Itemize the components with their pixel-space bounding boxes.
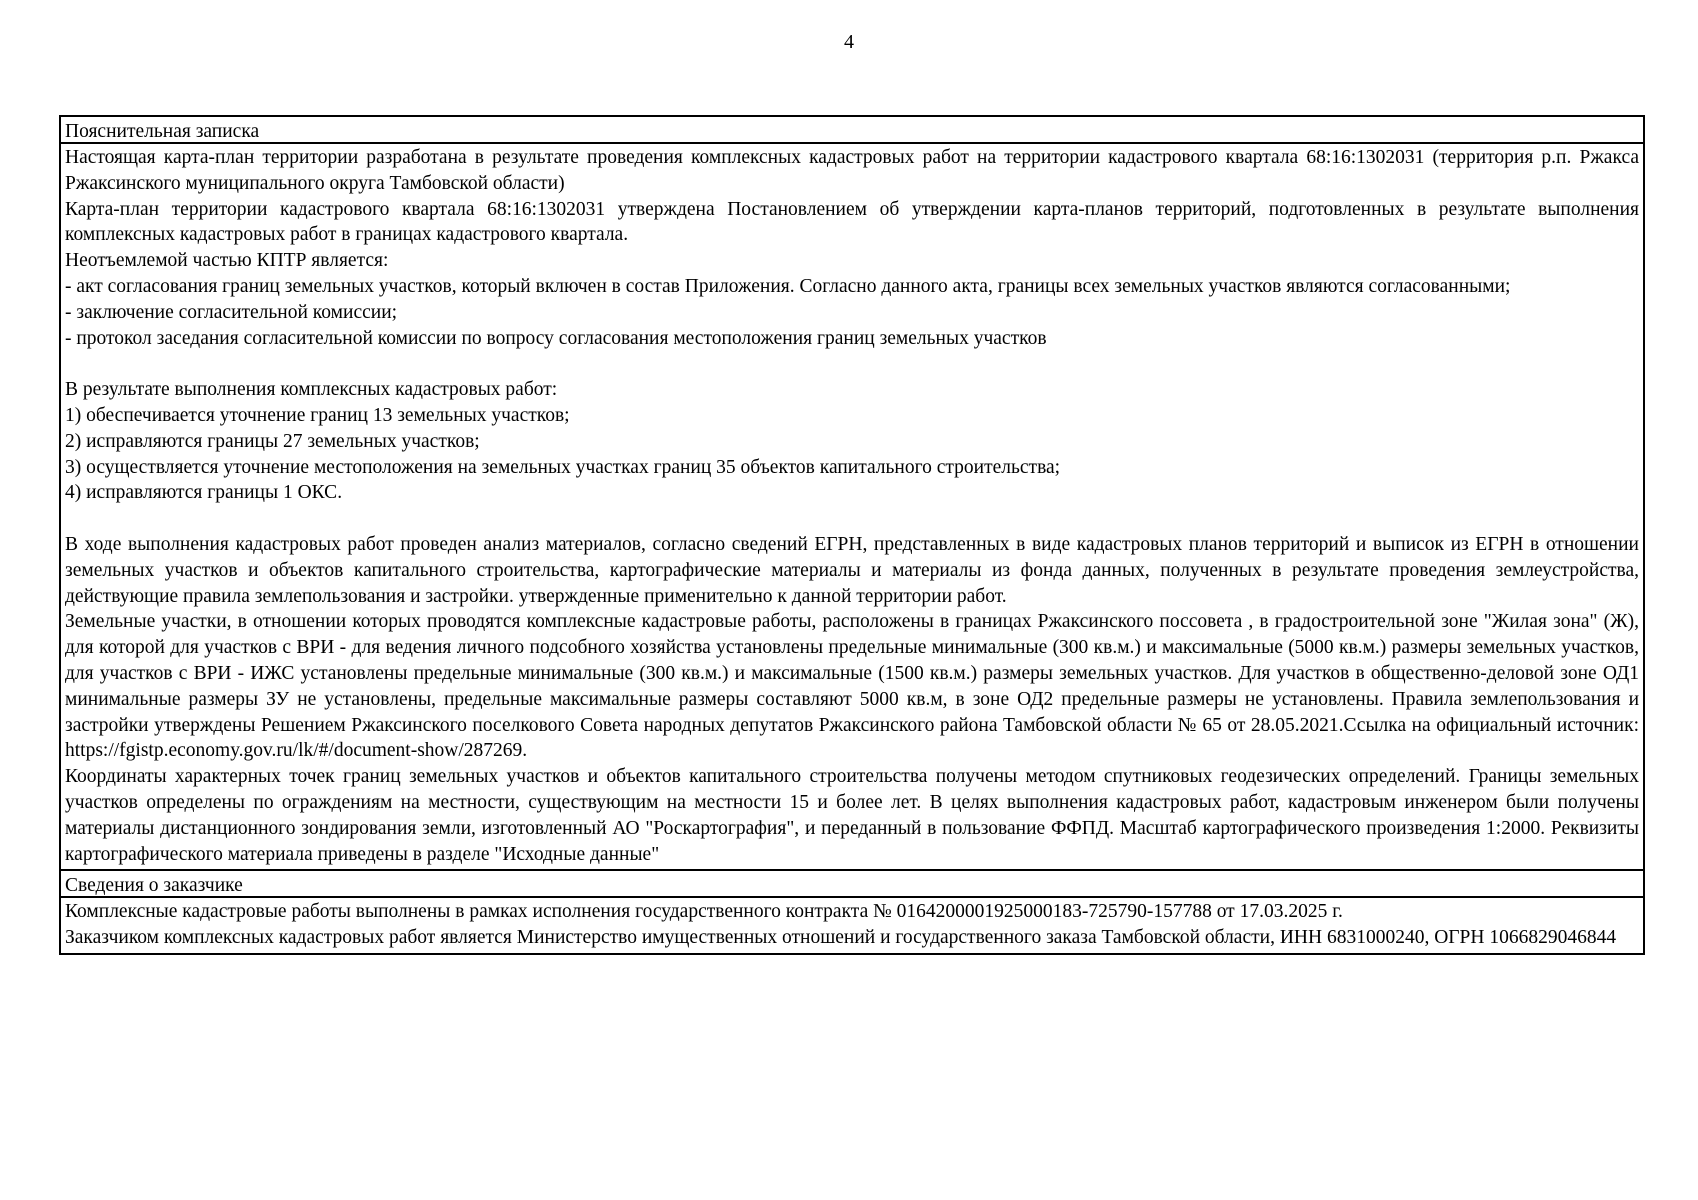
customer-heading: Сведения о заказчике bbox=[61, 871, 1643, 898]
results-item: 4) исправляются границы 1 ОКС. bbox=[65, 482, 343, 504]
customer-body bbox=[61, 898, 1643, 953]
document-table bbox=[59, 115, 1645, 955]
customer-paragraph: Заказчиком комплексных кадастровых работ является Министерство имущественных отношений и государственного заказа Тамбовской области, ИНН 6831000240, ОГРН 1066829046844 bbox=[65, 927, 1617, 949]
results-intro: В результате выполнения комплексных кадастровых работ: bbox=[65, 379, 558, 401]
notes-heading: Пояснительная записка bbox=[61, 117, 1643, 144]
results-item: 3) осуществляется уточнение местоположения на земельных участках границ 35 объектов капитального строительства; bbox=[65, 456, 1061, 478]
notes-paragraph: Неотъемлемой частью КПТР является: bbox=[65, 250, 389, 272]
notes-paragraph: - заключение согласительной комиссии; bbox=[65, 301, 398, 323]
coordinates-paragraph: Координаты характерных точек границ земельных участков и объектов капитального строительства получены методом спутниковых геодезических определений. Границы земельных участков определены по ограждениям на местности, существующим на местности 15 и более лет. В целях выполнения кадастровых работ, кадастровым инженером были получены материалы дистанционного зондирования земли, изготовленный АО "Роскартография", и переданный в пользование ФФПД. Масштаб картографического произведения 1:2000. Реквизиты картографического материала приведены в разделе "Исходные данные" bbox=[65, 766, 1639, 865]
analysis-paragraph: В ходе выполнения кадастровых работ проведен анализ материалов, согласно сведений ЕГРН, представленных в виде кадастровых планов территорий и выписок из ЕГРН в отношении земельных участков и объектов капитального строительства, картографические материалы и материалы из фонда данных, полученных в результате проведения землеустройства, действующие правила землепользования и застройки. утвержденные применительно к данной территории работ. bbox=[65, 533, 1639, 607]
notes-paragraph: Настоящая карта-план территории разработана в результате проведения комплексных кадастровых работ на территории кадастрового квартала 68:16:1302031 (территория р.п. Ржакса Ржаксинского муниципального округа Тамбовской области) bbox=[65, 147, 1639, 194]
results-item: 1) обеспечивается уточнение границ 13 земельных участков; bbox=[65, 404, 570, 426]
contract-paragraph: Комплексные кадастровые работы выполнены в рамках исполнения государственного контракта № 0164200001925000183-725790-157788 от 17.03.2025 г. bbox=[65, 901, 1343, 923]
zoning-paragraph: Земельные участки, в отношении которых проводятся комплексные кадастровые работы, расположены в границах Ржаксинского поссовета , в градостроительной зоне "Жилая зона" (Ж), для которой для участков с ВРИ - для ведения личного подсобного хозяйства установлены предельные минимальные (300 кв.м.) и максимальные (5000 кв.м.) размеры земельных участков, для участков с ВРИ - ИЖС установлены предельные минимальные (300 кв.м.) и максимальные (1500 кв.м.) размеры земельных участков. Для участков в общественно-деловой зоне ОД1 минимальные размеры ЗУ не установлены, предельные максимальные размеры составляют 5000 кв.м, в зоне ОД2 предельные размеры не установлены. Правила землепользования и застройки утверждены Решением Ржаксинского поселкового Совета народных депутатов Ржаксинского района Тамбовской области № 65 от 28.05.2021.Ссылка на официальный источник: https://fgistp.economy.gov.ru/lk/#/document-show/287269. bbox=[65, 611, 1639, 762]
notes-body bbox=[61, 144, 1643, 871]
results-item: 2) исправляются границы 27 земельных участков; bbox=[65, 430, 480, 452]
notes-paragraph: Карта-план территории кадастрового квартала 68:16:1302031 утверждена Постановлением об утверждении карта-планов территорий, подготовленных в результате выполнения комплексных кадастровых работ в границах кадастрового квартала. bbox=[65, 198, 1639, 246]
page-number: 4 bbox=[844, 31, 854, 53]
spacer bbox=[65, 506, 1639, 532]
notes-paragraph: - протокол заседания согласительной комиссии по вопросу согласования местоположения границ земельных участков bbox=[65, 327, 1047, 349]
notes-paragraph: - акт согласования границ земельных участков, который включен в состав Приложения. Согласно данного акта, границы всех земельных участков являются согласованными; bbox=[65, 275, 1511, 297]
spacer bbox=[65, 351, 1639, 377]
